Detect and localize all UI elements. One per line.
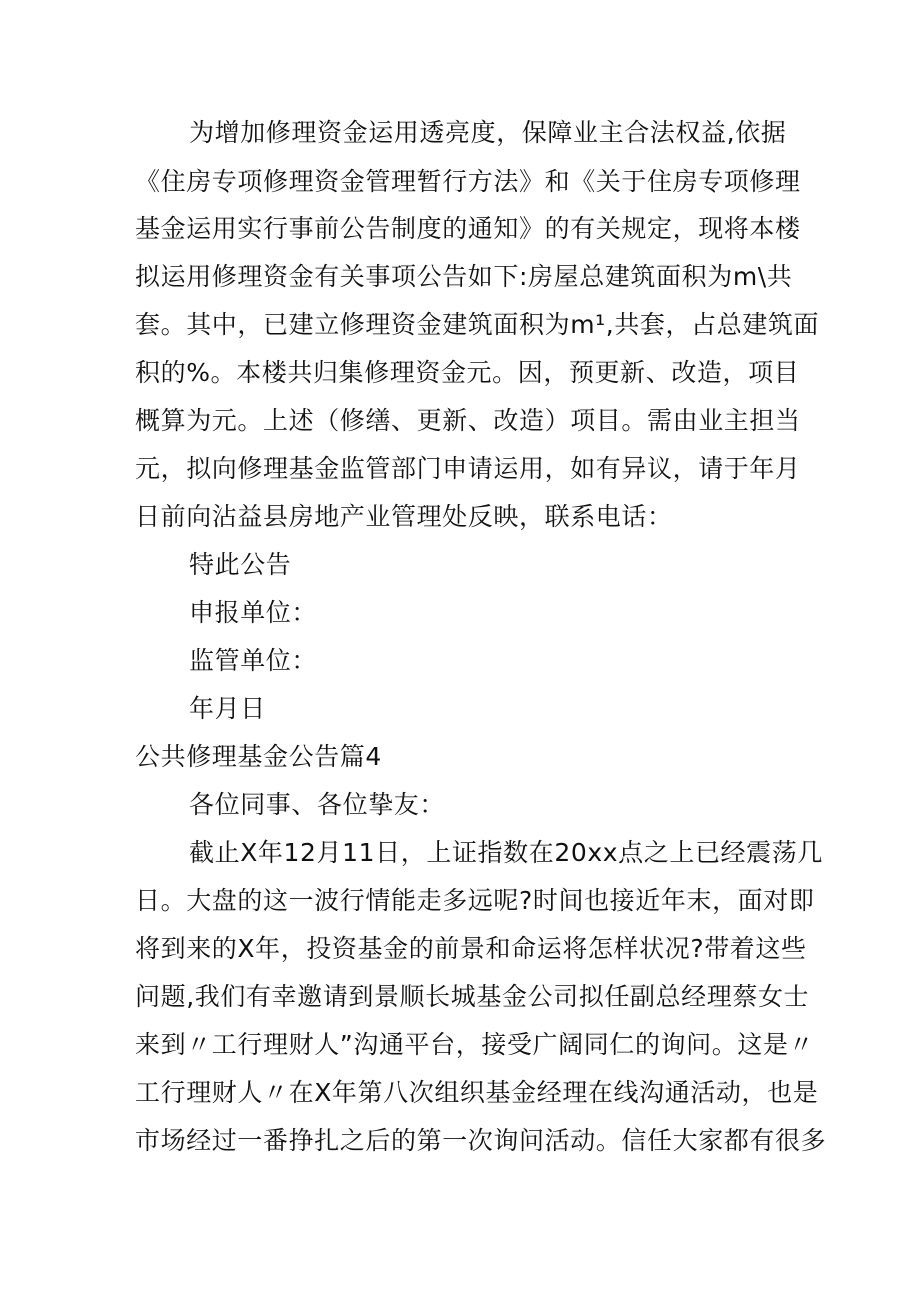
salutation: 各位同事、各位挚友： [189,790,446,819]
section-heading: 公共修理基金公告篇4 [135,742,382,771]
paragraph-line: 日。大盘的这一波行情能走多远呢?时间也接近年末，面对即 [135,886,815,915]
paragraph-line: 问题,我们有幸邀请到景顺长城基金公司拟任副总经理蔡女士 [135,982,810,1011]
paragraph-line: 工行理财人〃在X年第八次组织基金经理在线沟通活动，也是 [135,1078,819,1107]
paragraph-line: 元，拟向修理基金监管部门申请运用，如有异议，请于年月 [135,454,801,483]
paragraph-line: 市场经过一番挣扎之后的第一次询问活动。信任大家都有很多 [135,1126,827,1155]
declaring-unit-label: 申报单位： [189,598,318,627]
paragraph-line: 积的%。本楼共归集修理资金元。因，预更新、改造，项目 [135,358,800,387]
paragraph-line: 日前向沾益县房地产业管理处反映，联系电话： [135,502,673,531]
date-line: 年月日 [189,694,266,723]
supervising-unit-label: 监管单位： [189,646,318,675]
closing-line: 特此公告 [189,550,292,579]
paragraph-line: 将到来的X年，投资基金的前景和命运将怎样状况?带着这些 [135,934,807,963]
paragraph-line: 基金运用实行事前公告制度的通知》的有关规定，现将本楼 [135,214,801,243]
paragraph-line: 概算为元。上述（修缮、更新、改造）项目。需由业主担当 [135,406,801,435]
paragraph-line: 《住房专项修理资金管理暂行方法》和《关于住房专项修理 [135,167,801,196]
paragraph-line: 为增加修理资金运用透亮度，保障业主合法权益,依据 [189,118,787,147]
paragraph-line: 套。其中，已建立修理资金建筑面积为m¹,共套，占总建筑面 [135,310,820,339]
paragraph-line: 截止X年12月11日，上证指数在20xx点之上已经震荡几 [189,838,823,867]
paragraph-line: 拟运用修理资金有关事项公告如下:房屋总建筑面积为m\共 [135,262,793,291]
paragraph-line: 来到〃工行理财人”沟通平台，接受广阔同仁的询问。这是〃 [135,1030,815,1059]
